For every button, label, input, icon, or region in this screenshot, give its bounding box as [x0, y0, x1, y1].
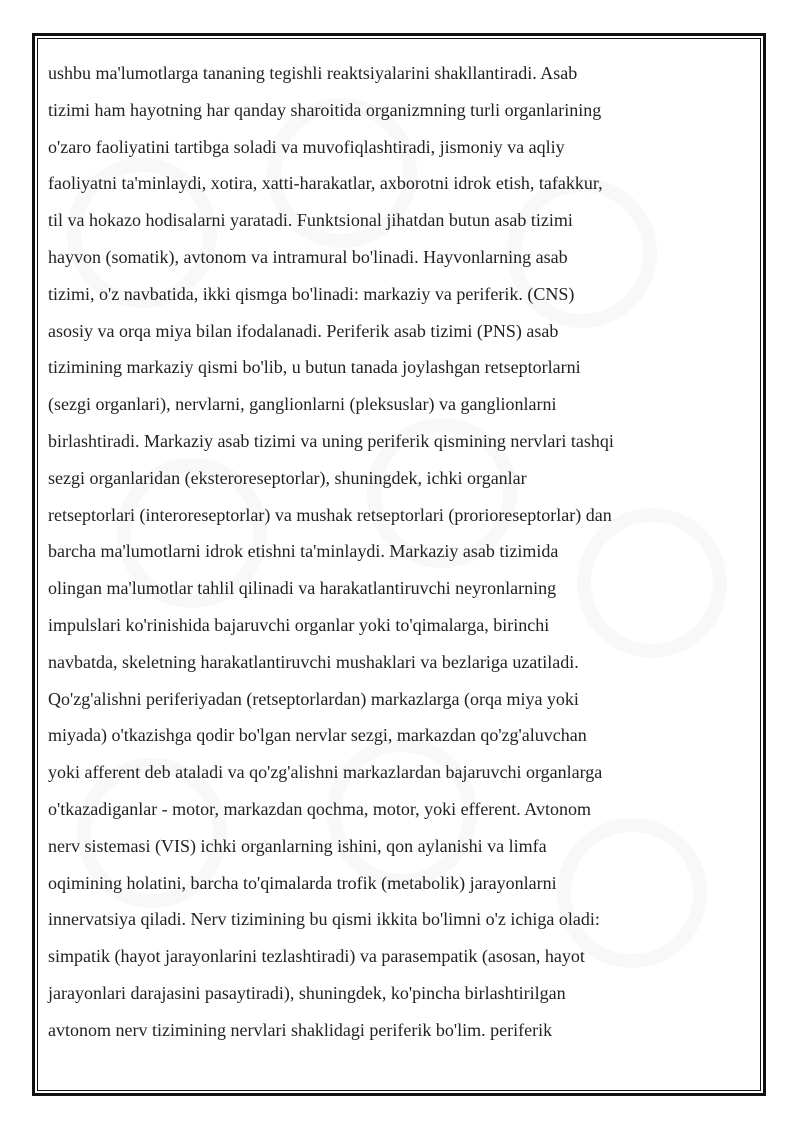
- text-line: innervatsiya qiladi. Nerv tizimining bu qismi ikkita bo'limni o'z ichiga oladi:: [48, 909, 600, 930]
- text-line: Qo'zg'alishni periferiyadan (retseptorlardan) markazlarga (orqa miya yoki: [48, 688, 579, 709]
- text-line: til va hokazo hodisalarni yaratadi. Funktsional jihatdan butun asab tizimi: [48, 210, 573, 231]
- text-line: asosiy va orqa miya bilan ifodalanadi. Periferik asab tizimi (PNS) asab: [48, 320, 559, 341]
- text-line: barcha ma'lumotlarni idrok etishni ta'minlaydi. Markaziy asab tizimida: [48, 541, 559, 562]
- text-line: retseptorlari (interoreseptorlar) va mushak retseptorlari (prorioreseptorlar) dan: [48, 504, 612, 525]
- text-line: impulslari ko'rinishida bajaruvchi organlar yoki to'qimalarga, birinchi: [48, 614, 550, 635]
- text-line: tizimi ham hayotning har qanday sharoitida organizmning turli organlarining: [48, 99, 602, 120]
- text-line: tizimining markaziy qismi bo'lib, u butun tanada joylashgan retseptorlarni: [48, 357, 581, 378]
- text-line: avtonom nerv tizimining nervlari shaklidagi periferik bo'lim. periferik: [48, 1019, 553, 1040]
- text-line: oqimining holatini, barcha to'qimalarda trofik (metabolik) jarayonlarni: [48, 872, 557, 893]
- text-line: (sezgi organlari), nervlarni, ganglionlarni (pleksuslar) va ganglionlarni: [48, 394, 557, 415]
- text-line: birlashtiradi. Markaziy asab tizimi va uning periferik qismining nervlari tashqi: [48, 430, 614, 451]
- text-line: miyada) o'tkazishga qodir bo'lgan nervlar sezgi, markazdan qo'zg'aluvchan: [48, 725, 587, 746]
- text-line: navbatda, skeletning harakatlantiruvchi mushaklari va bezlariga uzatiladi.: [48, 651, 579, 672]
- text-line: nerv sistemasi (VIS) ichki organlarning ishini, qon aylanishi va limfa: [48, 835, 547, 856]
- text-line: ushbu ma'lumotlarga tananing tegishli reaktsiyalarini shakllantiradi. Asab: [48, 63, 578, 83]
- text-line: tizimi, o'z navbatida, ikki qismga bo'linadi: markaziy va periferik. (CNS): [48, 283, 575, 304]
- text-line: jarayonlari darajasini pasaytiradi), shuningdek, ko'pincha birlashtirilgan: [48, 982, 566, 1003]
- text-line: o'tkazadiganlar - motor, markazdan qochma, motor, yoki efferent. Avtonom: [48, 798, 591, 819]
- text-line: faoliyatni ta'minlaydi, xotira, xatti-harakatlar, axborotni idrok etish, tafakkur,: [48, 173, 603, 194]
- text-line: olingan ma'lumotlar tahlil qilinadi va harakatlantiruvchi neyronlarning: [48, 578, 557, 599]
- text-line: o'zaro faoliyatini tartibga soladi va muvofiqlashtiradi, jismoniy va aqliy: [48, 136, 565, 157]
- text-line: hayvon (somatik), avtonom va intramural bo'linadi. Hayvonlarning asab: [48, 246, 568, 267]
- text-line: sezgi organlaridan (eksteroreseptorlar), shuningdek, ichki organlar: [48, 467, 527, 488]
- text-line: yoki afferent deb ataladi va qo'zg'alishni markazlardan bajaruvchi organlarga: [48, 762, 603, 783]
- document-body: [48, 55, 748, 1049]
- text-line: simpatik (hayot jarayonlarini tezlashtiradi) va parasempatik (asosan, hayot: [48, 946, 585, 967]
